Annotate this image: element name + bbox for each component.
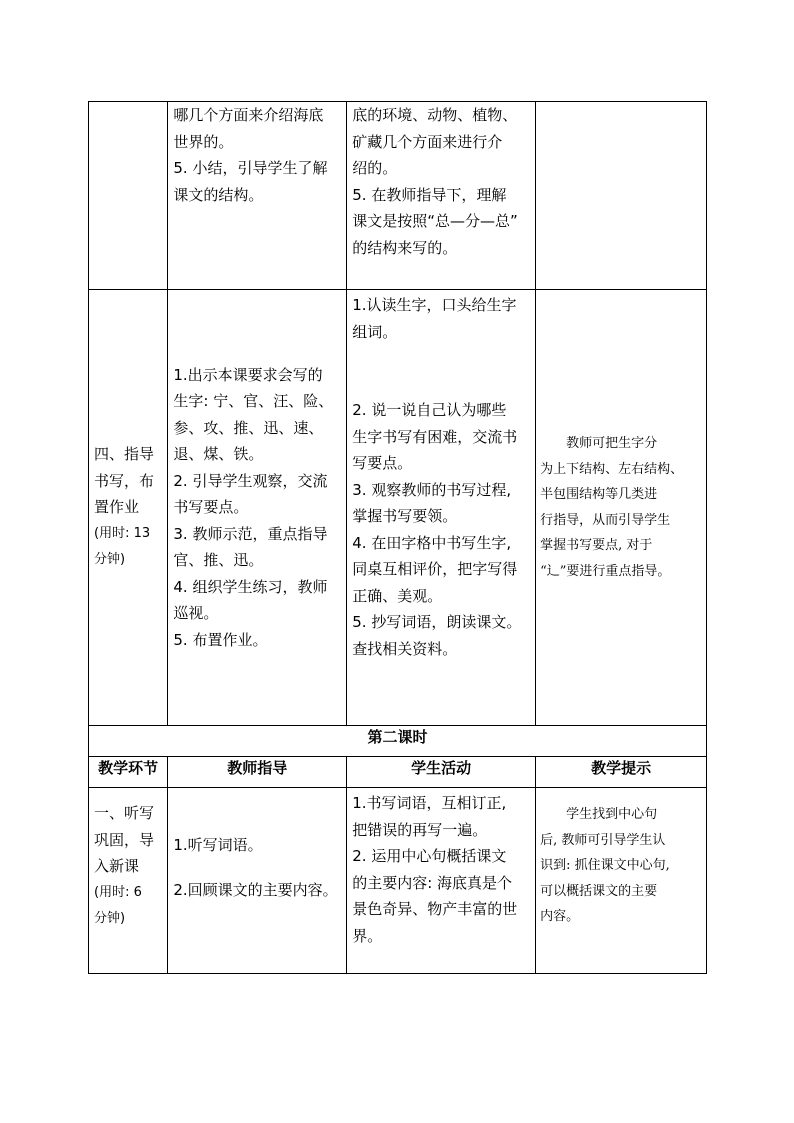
- text-line: 2. 说一说自己认为哪些: [352, 401, 507, 419]
- text-line: 巡视。: [173, 604, 219, 623]
- text-line: 组词。: [352, 322, 398, 341]
- text-line: 5. 抄写词语，朗读课文。: [352, 613, 522, 631]
- section-title-line: 入新课: [94, 857, 140, 875]
- hint-line: 可以概括课文的主要: [540, 883, 658, 899]
- hint-line: 行指导，从而引导学生: [540, 512, 671, 528]
- cell-section-empty: [89, 102, 168, 290]
- cell-student-activity: [347, 788, 536, 974]
- table-row-lesson-title: [89, 726, 707, 757]
- text-line: 2. 运用中心句概括课文: [352, 847, 507, 865]
- spacer: [352, 345, 531, 397]
- text-line: 5. 在教师指导下，理解: [352, 185, 507, 204]
- spacer: [173, 859, 342, 877]
- text-line: 底的环境、动物、植物、: [352, 106, 518, 124]
- table-row-continued: [89, 102, 707, 290]
- text-line: 的主要内容: 海底真是个: [352, 873, 513, 892]
- text-line: 绍的。: [352, 159, 398, 177]
- cell-teacher-guidance: [168, 102, 347, 290]
- hint-line: 掌握书写要点, 对于: [540, 538, 653, 553]
- text-line: 4. 在田字格中书写生字,: [352, 533, 512, 552]
- time-note: 分钟): [94, 552, 126, 568]
- table-row-guide-writing: [89, 290, 707, 726]
- text-line: 同桌互相评价，把字写得: [352, 560, 518, 578]
- section-title-line: 置作业: [94, 498, 140, 517]
- text-line: 生字书写有困难，交流书: [352, 427, 518, 446]
- time-note: 分钟): [94, 911, 126, 926]
- header-teacher-guidance: 教师指导: [168, 757, 347, 788]
- text-line: 2. 引导学生观察，交流: [173, 471, 328, 490]
- text-line: 课文的结构。: [173, 185, 264, 204]
- text-line: 3. 观察教师的书写过程,: [352, 480, 512, 499]
- cell-teaching-hint: [536, 290, 707, 726]
- hint-line: 识到: 抓住课文中心句,: [540, 858, 670, 873]
- hint-line: 为上下结构、左右结构、: [540, 461, 684, 477]
- table-header-row: [89, 757, 707, 788]
- hint-line: 内容。: [540, 909, 580, 924]
- header-student-activity: 学生活动: [347, 757, 536, 788]
- cell-teacher-guidance: [168, 788, 347, 974]
- hint-line: 半包围结构等几类进: [540, 487, 658, 502]
- text-line: 1.出示本课要求会写的: [173, 365, 323, 384]
- section-title-line: 巩固，导: [94, 830, 155, 849]
- text-line: 世界的。: [173, 132, 234, 151]
- text-line: 写要点。: [352, 454, 413, 472]
- hint-line: “辶”要进行重点指导。: [540, 563, 671, 579]
- text-line: 5. 小结，引导学生了解: [173, 159, 328, 177]
- cell-section: [89, 290, 168, 726]
- lesson-two-title: 第二课时: [89, 726, 707, 757]
- text-line: 2.回顾课文的主要内容。: [173, 880, 338, 899]
- cell-student-activity: [347, 290, 536, 726]
- text-line: 退、煤、铁。: [173, 445, 264, 464]
- text-line: 矿藏几个方面来进行介: [352, 132, 503, 151]
- cell-teaching-hint-empty: [536, 102, 707, 290]
- table-row-dictation: [89, 788, 707, 974]
- text-line: 查找相关资料。: [352, 639, 458, 658]
- text-line: 1.听写词语。: [173, 836, 263, 854]
- time-note: (用时: 13: [94, 525, 151, 541]
- text-line: 哪几个方面来介绍海底: [173, 106, 324, 124]
- time-note: (用时: 6: [94, 884, 142, 900]
- lesson-plan-table: [88, 101, 707, 974]
- cell-student-activity: [347, 102, 536, 290]
- text-line: 把错误的再写一遍。: [352, 820, 488, 839]
- header-teaching-hint: 教学提示: [536, 757, 707, 788]
- text-line: 的结构来写的。: [352, 238, 458, 257]
- text-line: 官、推、迅。: [173, 551, 264, 570]
- text-line: 正确、美观。: [352, 586, 443, 605]
- text-line: 课文是按照“总—分—总”: [352, 212, 518, 230]
- text-line: 1.书写词语，互相订正,: [352, 794, 507, 812]
- text-line: 4. 组织学生练习，教师: [173, 577, 328, 596]
- text-line: 掌握书写要领。: [352, 507, 458, 525]
- hint-line: 学生找到中心句: [566, 807, 658, 822]
- text-line: 参、攻、推、迅、速、: [173, 418, 324, 437]
- header-teaching-section: 教学环节: [89, 757, 168, 788]
- text-line: 书写要点。: [173, 498, 249, 517]
- text-line: 3. 教师示范，重点指导: [173, 524, 328, 543]
- hint-line: 教师可把生字分: [566, 436, 658, 451]
- text-line: 5. 布置作业。: [173, 630, 268, 649]
- section-title-line: 四、指导: [94, 445, 155, 464]
- text-line: 生字: 宁、官、汪、险、: [173, 392, 334, 411]
- cell-section: [89, 788, 168, 974]
- text-line: 1.认读生字，口头给生字: [352, 296, 517, 314]
- section-title-line: 一、听写: [94, 804, 155, 822]
- cell-teaching-hint: [536, 788, 707, 974]
- text-line: 界。: [352, 926, 383, 945]
- hint-line: 后, 教师可引导学生认: [540, 832, 666, 848]
- cell-teacher-guidance: [168, 290, 347, 726]
- section-title-line: 书写，布: [94, 471, 155, 490]
- text-line: 景色奇异、物产丰富的世: [352, 900, 518, 918]
